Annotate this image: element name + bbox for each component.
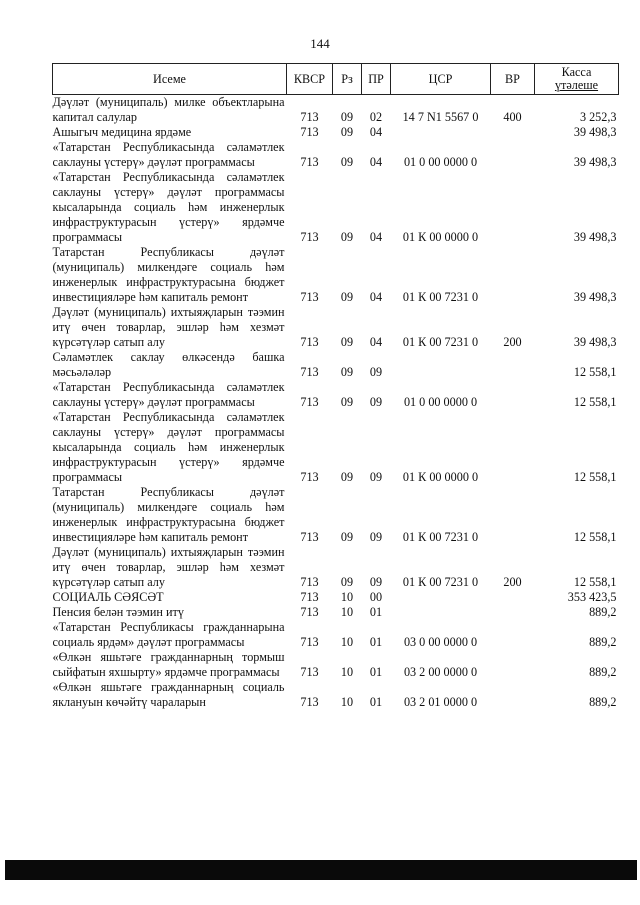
row-name: «Өлкән яшьтәге гражданнарның тормыш сыйфатын яхшырту» ярдәмче программасы <box>52 650 285 679</box>
row-vr <box>491 650 535 680</box>
header-kvsr: КВСР <box>287 64 333 95</box>
row-vr: 400 <box>503 110 522 124</box>
row-vr <box>491 350 535 380</box>
row-name: «Татарстан Республикасында сәламәтлек саклауны үстерү» дәүләт программасы кысаларында социаль һәм инженерлык инфраструктурасын үстерү» ярдәмче программасы <box>52 410 285 484</box>
row-csr <box>391 605 491 620</box>
row-vr <box>491 485 535 545</box>
row-csr: 14 7 N1 5567 0 <box>402 110 479 124</box>
row-rz: 09 <box>340 290 354 304</box>
row-pr: 09 <box>369 530 383 544</box>
row-kvsr: 713 <box>300 665 319 679</box>
row-rz: 10 <box>340 590 354 604</box>
row-amount: 3 252,3 <box>579 110 617 124</box>
row-pr: 02 <box>369 110 383 124</box>
header-kassa-line2: үтәлеше <box>554 78 599 92</box>
table-row <box>53 305 619 350</box>
row-vr: 200 <box>503 335 522 349</box>
row-amount: 12 558,1 <box>573 530 617 544</box>
row-amount: 39 498,3 <box>573 290 617 304</box>
row-csr <box>391 590 491 605</box>
row-amount: 39 498,3 <box>573 335 617 349</box>
table-row <box>53 410 619 485</box>
row-vr: 200 <box>503 575 522 589</box>
row-kvsr: 713 <box>300 365 319 379</box>
row-amount: 889,2 <box>589 665 617 679</box>
row-name: Дәүләт (муниципаль) ихтыяҗларын тәэмин итү өчен товарлар, эшләр һәм хезмәт күрсәтүләр сатып алу <box>52 305 285 349</box>
budget-table <box>52 63 619 710</box>
row-rz: 10 <box>340 635 354 649</box>
header-kassa <box>535 64 619 95</box>
row-name: Пенсия белән тәэмин итү <box>52 605 184 619</box>
row-vr <box>491 605 535 620</box>
row-csr: 03 0 00 0000 0 <box>403 635 478 649</box>
row-pr: 04 <box>369 290 383 304</box>
row-rz: 09 <box>340 395 354 409</box>
row-csr: 01 К 00 7231 0 <box>402 530 479 544</box>
row-vr <box>491 380 535 410</box>
row-name: «Татарстан Республикасында сәламәтлек саклауны үстерү» дәүләт программасы <box>52 140 285 169</box>
row-csr: 01 К 00 7231 0 <box>402 575 479 589</box>
table-row <box>53 680 619 710</box>
row-amount: 12 558,1 <box>573 470 617 484</box>
row-amount: 889,2 <box>589 635 617 649</box>
row-pr: 09 <box>369 470 383 484</box>
row-name: «Татарстан Республикасында сәламәтлек саклауны үстерү» дәүләт программасы кысаларында социаль һәм инженерлык инфраструктурасын үстерү» ярдәмче программасы <box>52 170 285 244</box>
row-name: «Татарстан Республикасында сәламәтлек саклауны үстерү» дәүләт программасы <box>52 380 285 409</box>
row-amount: 12 558,1 <box>573 575 617 589</box>
row-csr: 01 К 00 7231 0 <box>402 290 479 304</box>
row-vr <box>491 125 535 140</box>
row-csr: 01 К 00 0000 0 <box>402 470 479 484</box>
row-rz: 09 <box>340 155 354 169</box>
row-pr: 04 <box>369 155 383 169</box>
header-vr: ВР <box>491 64 535 95</box>
row-name: «Татарстан Республикасы гражданнарына социаль ярдәм» дәүләт программасы <box>52 620 285 649</box>
row-kvsr: 713 <box>300 530 319 544</box>
table-row <box>53 485 619 545</box>
row-csr: 01 К 00 0000 0 <box>402 230 479 244</box>
table-header <box>53 64 619 95</box>
row-rz: 10 <box>340 665 354 679</box>
row-kvsr: 713 <box>300 230 319 244</box>
table-row <box>53 605 619 620</box>
row-kvsr: 713 <box>300 110 319 124</box>
header-csr: ЦСР <box>391 64 491 95</box>
row-amount: 39 498,3 <box>573 125 617 139</box>
row-csr <box>391 125 491 140</box>
row-amount: 889,2 <box>589 695 617 709</box>
table-row <box>53 125 619 140</box>
row-pr: 01 <box>369 605 383 619</box>
row-amount: 353 423,5 <box>567 590 617 604</box>
table-row <box>53 590 619 605</box>
row-rz: 09 <box>340 575 354 589</box>
row-pr: 00 <box>369 590 383 604</box>
table-row <box>53 170 619 245</box>
row-pr: 04 <box>369 230 383 244</box>
row-csr: 03 2 00 0000 0 <box>403 665 478 679</box>
table-row <box>53 350 619 380</box>
table-row <box>53 545 619 590</box>
row-kvsr: 713 <box>300 575 319 589</box>
row-name: Дәүләт (муниципаль) милке объектларына капитал салулар <box>52 95 285 124</box>
header-name: Исеме <box>53 64 287 95</box>
row-kvsr: 713 <box>300 335 319 349</box>
row-rz: 09 <box>340 110 354 124</box>
row-kvsr: 713 <box>300 290 319 304</box>
row-pr: 01 <box>369 695 383 709</box>
row-kvsr: 713 <box>300 635 319 649</box>
row-rz: 09 <box>340 335 354 349</box>
table-row <box>53 245 619 305</box>
row-name: Татарстан Республикасы дәүләт (муниципаль) милкендәге социаль һәм инженерлык инфраструктурасына бюджет инвестицияләре һәм капиталь ремонт <box>52 245 285 304</box>
row-amount: 39 498,3 <box>573 230 617 244</box>
row-rz: 09 <box>340 470 354 484</box>
row-name: СОЦИАЛЬ СӘЯСӘТ <box>52 590 164 604</box>
row-vr <box>491 170 535 245</box>
row-csr: 03 2 01 0000 0 <box>403 695 478 709</box>
row-kvsr: 713 <box>300 695 319 709</box>
row-pr: 01 <box>369 665 383 679</box>
page-number: 144 <box>310 36 330 51</box>
row-rz: 09 <box>340 230 354 244</box>
row-csr: 01 0 00 0000 0 <box>403 395 478 409</box>
row-rz: 09 <box>340 365 354 379</box>
table-row <box>53 650 619 680</box>
row-pr: 04 <box>369 335 383 349</box>
table-body <box>53 95 619 711</box>
row-name: «Өлкән яшьтәге гражданнарның социаль яклануын көчәйтү чараларын <box>52 680 285 709</box>
row-pr: 01 <box>369 635 383 649</box>
row-vr <box>491 590 535 605</box>
row-name: Ашыгыч медицина ярдәме <box>52 125 192 139</box>
scan-bottom-bar <box>5 860 637 880</box>
row-vr <box>491 245 535 305</box>
row-pr: 04 <box>369 125 383 139</box>
row-amount: 12 558,1 <box>573 395 617 409</box>
header-pr: ПР <box>362 64 391 95</box>
row-amount: 39 498,3 <box>573 155 617 169</box>
row-rz: 09 <box>340 530 354 544</box>
row-kvsr: 713 <box>300 590 319 604</box>
table-row <box>53 380 619 410</box>
row-amount: 12 558,1 <box>573 365 617 379</box>
row-rz: 09 <box>340 125 354 139</box>
row-name: Татарстан Республикасы дәүләт (муниципаль) милкендәге социаль һәм инженерлык инфраструктурасына бюджет инвестицияләре һәм капиталь ремонт <box>52 485 285 544</box>
header-rz: Рз <box>333 64 362 95</box>
row-vr <box>491 140 535 170</box>
row-kvsr: 713 <box>300 605 319 619</box>
row-rz: 10 <box>340 695 354 709</box>
row-kvsr: 713 <box>300 125 319 139</box>
table-row <box>53 620 619 650</box>
header-kassa-line1: Касса <box>561 65 592 79</box>
row-pr: 09 <box>369 365 383 379</box>
row-csr: 01 К 00 7231 0 <box>402 335 479 349</box>
row-name: Дәүләт (муниципаль) ихтыяҗларын тәэмин итү өчен товарлар, эшләр һәм хезмәт күрсәтүләр сатып алу <box>52 545 285 589</box>
row-kvsr: 713 <box>300 395 319 409</box>
row-name: Сәламәтлек саклау өлкәсендә башка мәсьәләләр <box>52 350 285 379</box>
row-amount: 889,2 <box>589 605 617 619</box>
row-vr <box>491 680 535 710</box>
row-kvsr: 713 <box>300 470 319 484</box>
table-row <box>53 95 619 126</box>
row-pr: 09 <box>369 395 383 409</box>
row-vr <box>491 620 535 650</box>
table-row <box>53 140 619 170</box>
row-rz: 10 <box>340 605 354 619</box>
row-vr <box>491 410 535 485</box>
row-csr <box>391 350 491 380</box>
row-csr: 01 0 00 0000 0 <box>403 155 478 169</box>
row-pr: 09 <box>369 575 383 589</box>
row-kvsr: 713 <box>300 155 319 169</box>
